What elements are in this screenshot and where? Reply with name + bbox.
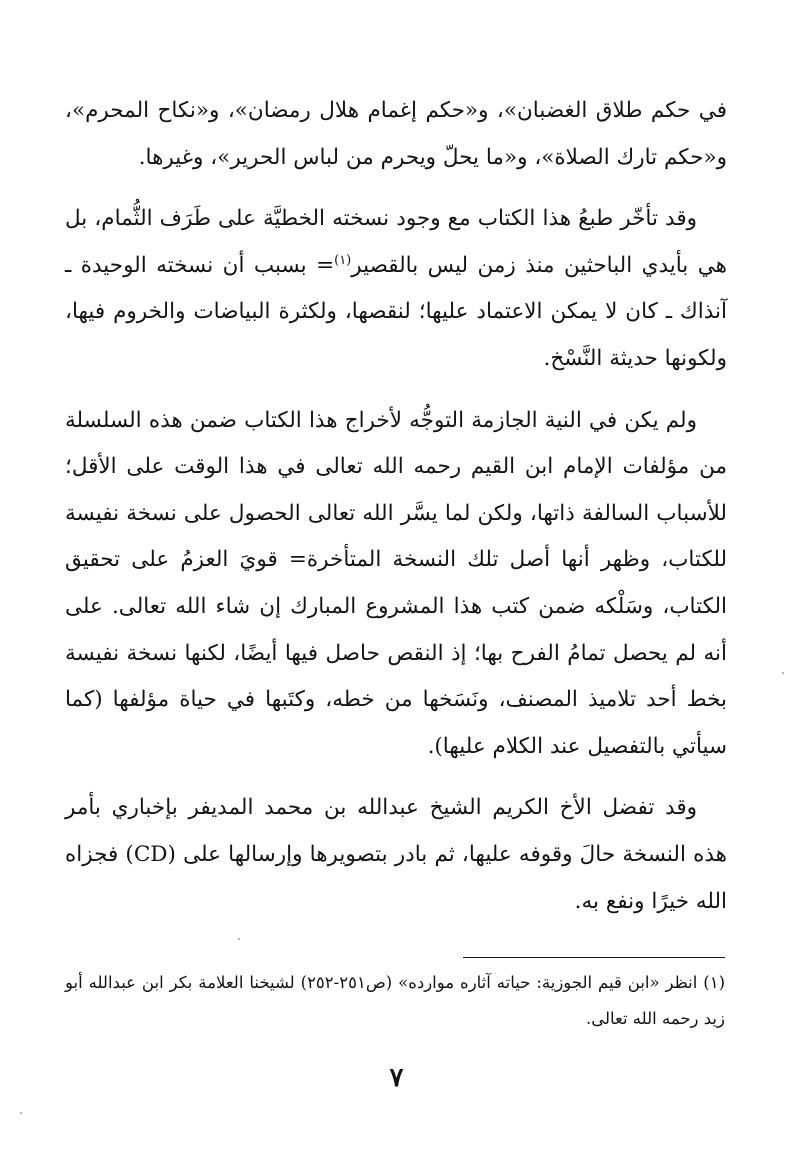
footnote-divider [463,957,725,958]
paragraph-2-part-1: وقد تأخّر طبعُ هذا الكتاب مع وجود نسخته الخطيَّة على طَرَف الثُّمام، بل هي بأيدي الباحثين منذ زمن ليس بالقصير [65,206,727,278]
paragraph-2 [65,196,727,382]
scan-speck [238,938,240,940]
scan-speck [20,1112,22,1114]
paragraph-4: وقد تفضل الأخ الكريم الشيخ عبدالله بن محمد المديفر بإخباري بأمر هذه النسخة حالَ وقوفه عليها، ثم بادر بتصويرها وإرسالها على (CD) فجزاه الله خيرًا ونفع به. [65,795,727,914]
paragraph-3: ولم يكن في النية الجازمة التوجُّه لأخراج هذا الكتاب ضمن هذه السلسلة من مؤلفات الإمام ابن القيم رحمه الله تعالى في هذا الوقت على الأقل؛ للأسباب السالفة ذاتها، ولكن لما يسَّر الله تعالى الحصول على نسخة نفيسة للكتاب، وظهر أنها أصل تلك النسخة المتأخرة= قويَ العزمُ على تحقيق الكتاب، وسَلْكه ضمن كتب هذا المشروع المبارك إن شاء الله تعالى. على أنه لم يحصل تمامُ الفرح بها؛ إذ النقص حاصل فيها أيضًا، لكنها نسخة نفيسة بخط أحد تلاميذ المصنف، ونَسَخها من خطه، وكتَبها في حياة مؤلفها (كما سيأتي بالتفصيل عند الكلام عليها). [65,407,727,759]
paragraph-1: في حكم طلاق الغضبان»، و«حكم إغمام هلال رمضان»، و«نكاح المحرم»، و«حكم تارك الصلاة»، و«ما يحلّ ويحرم من لباس الحرير»، وغيرها. [65,98,727,170]
page-number: ٧ [389,1063,404,1093]
footnote-area [65,965,725,1037]
scan-speck [782,672,784,674]
paragraph-2-part-2: = بسبب أن نسخته الوحيدة ـ آنذاك ـ كان لا يمكن الاعتماد عليها؛ لنقصها، ولكثرة البياضات والخروم فيها، ولكونها حديثة النَّسْخ. [65,252,727,371]
footnote-text: (١) انظر «ابن قيم الجوزية: حياته آثاره موارده» (ص٢٥١-٢٥٢) لشيخنا العلامة بكر ابن عبدالله أبو زيد رحمه الله تعالى. [65,973,725,1028]
footnote-reference: (١) [334,252,352,268]
body-text [65,88,727,925]
